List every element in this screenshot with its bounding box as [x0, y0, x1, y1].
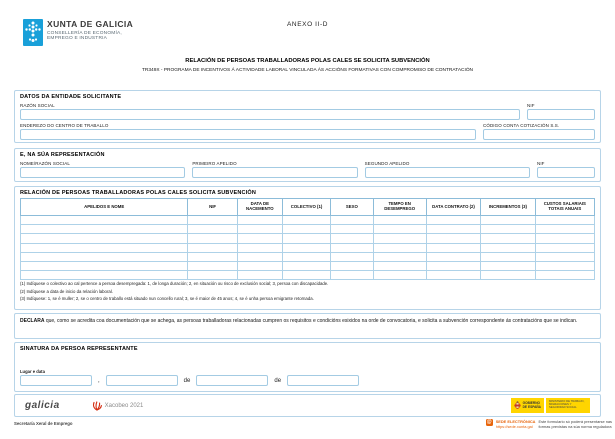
- table-cell[interactable]: [237, 261, 282, 270]
- day-input[interactable]: [106, 375, 178, 386]
- table-cell[interactable]: [237, 225, 282, 234]
- enderezo-label: ENDEREZO DO CENTRO DE TRABALLO: [20, 123, 109, 128]
- table-cell[interactable]: [21, 271, 188, 280]
- table-cell[interactable]: [282, 271, 330, 280]
- table-cell[interactable]: [373, 261, 426, 270]
- table-cell[interactable]: [282, 243, 330, 252]
- table-cell[interactable]: [426, 243, 480, 252]
- codigo-conta-label: CÓDIGO CONTA COTIZACIÓN S.S.: [483, 123, 560, 128]
- column-header: CUSTOS SALARIAIS TOTAIS ANUAIS: [535, 199, 594, 216]
- table-cell[interactable]: [21, 261, 188, 270]
- segundo-apelido-input[interactable]: [365, 167, 530, 178]
- table-cell[interactable]: [188, 271, 237, 280]
- repr-nome-label: NOME/RAZÓN SOCIAL: [20, 161, 70, 166]
- table-cell[interactable]: [426, 271, 480, 280]
- column-header: SEXO: [331, 199, 373, 216]
- section-declaration: [14, 313, 601, 339]
- section-representation-title: E, NA SÚA REPRESENTACIÓN: [20, 152, 105, 158]
- de-label-1: de: [183, 378, 191, 384]
- declaration-lead: DECLARA: [20, 318, 45, 324]
- sede-notice-line2: formas previstas na súa norma reguladora: [538, 424, 612, 429]
- section-entity-title: DATOS DA ENTIDADE SOLICITANTE: [20, 94, 122, 100]
- table-cell[interactable]: [21, 252, 188, 261]
- column-header: INCREMENTOS (3): [481, 199, 535, 216]
- table-cell[interactable]: [21, 225, 188, 234]
- secretaria-label: Secretaría Xeral de Emprego: [14, 421, 73, 426]
- workers-table: [20, 198, 595, 280]
- section-workers-title: RELACIÓN DE PERSOAS TRABALLADORAS POLAS CALES SOLICITA SUBVENCIÓN: [20, 190, 257, 196]
- declaration-text: que, como se acredita coa documentación que se achega, as persoas traballadoras relacionadas cumpren os requisitos e condicións esixidos na orde de convocatoria, e solicita a subvención correspondente ás contratacións que se indican.: [45, 318, 578, 324]
- ministry-label: MINISTERIO DE TRABAJO, MIGRACIONES Y SEGURIDAD SOCIAL: [546, 398, 590, 413]
- table-cell[interactable]: [481, 225, 535, 234]
- footnote-2: (2) Indíquese a data de inicio da relación laboral.: [20, 288, 113, 294]
- primeiro-apelido-input[interactable]: [192, 167, 357, 178]
- year-input[interactable]: [287, 375, 359, 386]
- footnote-3: (3) Indíquese: 1, se é muller; 2, se o centro de traballo está situado nun concello rural; 3, se é maior de 45 anos; 4, se é unha persoa emigrante retornada.: [20, 296, 314, 302]
- sede-electronica-icon: @: [486, 419, 492, 425]
- table-cell[interactable]: [21, 234, 188, 243]
- column-header: NIF: [188, 199, 237, 216]
- table-cell[interactable]: [188, 225, 237, 234]
- gobierno-line1: GOBIERNO: [522, 400, 540, 405]
- month-input[interactable]: [196, 375, 268, 386]
- table-cell[interactable]: [331, 271, 373, 280]
- table-cell[interactable]: [481, 216, 535, 225]
- repr-nome-input[interactable]: [20, 167, 185, 178]
- place-input[interactable]: [20, 375, 92, 386]
- table-row: [21, 271, 595, 280]
- table-cell[interactable]: [282, 216, 330, 225]
- footer-logo-bar: [14, 394, 601, 417]
- table-cell[interactable]: [426, 225, 480, 234]
- table-cell[interactable]: [331, 261, 373, 270]
- table-cell[interactable]: [426, 252, 480, 261]
- table-cell[interactable]: [481, 271, 535, 280]
- table-cell[interactable]: [282, 225, 330, 234]
- razon-social-input[interactable]: [20, 109, 520, 120]
- column-header: APELIDOS E NOME: [21, 199, 188, 216]
- table-cell[interactable]: [426, 216, 480, 225]
- table-cell[interactable]: [282, 261, 330, 270]
- table-cell[interactable]: [535, 261, 594, 270]
- xacobeo-shell-icon: [92, 401, 102, 411]
- table-cell[interactable]: [237, 243, 282, 252]
- table-cell[interactable]: [535, 234, 594, 243]
- spain-coat-of-arms-icon: [514, 401, 521, 410]
- enderezo-input[interactable]: [20, 129, 476, 140]
- sede-notice: [486, 419, 612, 429]
- repr-nif-input[interactable]: [537, 167, 595, 178]
- section-entity-data: [14, 90, 601, 143]
- entity-nif-input[interactable]: [527, 109, 595, 120]
- table-row: [21, 234, 595, 243]
- table-cell[interactable]: [535, 243, 594, 252]
- column-header: COLECTIVO (1): [282, 199, 330, 216]
- table-cell[interactable]: [21, 216, 188, 225]
- comma-separator: ,: [98, 378, 100, 384]
- primeiro-apelido-label: PRIMEIRO APELIDO: [192, 161, 237, 166]
- section-representation: [14, 148, 601, 182]
- table-cell[interactable]: [535, 216, 594, 225]
- segundo-apelido-label: SEGUNDO APELIDO: [364, 161, 410, 166]
- table-cell[interactable]: [373, 271, 426, 280]
- table-cell[interactable]: [481, 261, 535, 270]
- table-cell[interactable]: [21, 243, 188, 252]
- workers-table-body: [21, 216, 595, 280]
- table-cell[interactable]: [188, 234, 237, 243]
- sede-label: SEDE ELECTRÓNICA: [495, 419, 536, 424]
- table-cell[interactable]: [188, 261, 237, 270]
- form-subtitle: TR349X - PROGRAMA DE INCENTIVOS Á ACTIVIDADE LABORAL VINCULADA ÁS ACCIÓNS FORMATIVAS CON COMPROMISO DE CONTRATACIÓN: [141, 68, 474, 73]
- table-cell[interactable]: [481, 234, 535, 243]
- table-cell[interactable]: [237, 271, 282, 280]
- table-cell[interactable]: [331, 252, 373, 261]
- section-workers: [14, 186, 601, 310]
- table-cell[interactable]: [535, 225, 594, 234]
- table-cell[interactable]: [535, 252, 594, 261]
- annex-label: ANEXO II-D: [286, 21, 329, 28]
- gobierno-line2: DE ESPAÑA: [522, 404, 541, 409]
- section-signature-title: SINATURA DA PERSOA REPRESENTANTE: [20, 346, 138, 352]
- table-cell[interactable]: [331, 234, 373, 243]
- dept-line1: CONSELLERÍA DE ECONOMÍA,: [47, 30, 122, 36]
- table-cell[interactable]: [188, 243, 237, 252]
- table-cell[interactable]: [237, 252, 282, 261]
- table-cell[interactable]: [426, 261, 480, 270]
- codigo-conta-input[interactable]: [483, 129, 595, 140]
- column-header: TEMPO EN DESEMPREGO: [373, 199, 426, 216]
- column-header: DATA DE NACEMENTO: [237, 199, 282, 216]
- razon-social-label: RAZÓN SOCIAL: [20, 103, 55, 108]
- org-name: XUNTA DE GALICIA: [47, 19, 134, 29]
- dept-line2: EMPREGO E INDUSTRIA: [47, 36, 108, 42]
- table-cell[interactable]: [331, 225, 373, 234]
- table-row: [21, 225, 595, 234]
- table-cell[interactable]: [373, 234, 426, 243]
- nif-label: NIF: [527, 103, 535, 108]
- gobierno-espana-logo: [511, 398, 590, 413]
- table-cell[interactable]: [535, 271, 594, 280]
- table-cell[interactable]: [426, 234, 480, 243]
- table-row: [21, 261, 595, 270]
- table-cell[interactable]: [331, 243, 373, 252]
- table-cell[interactable]: [282, 234, 330, 243]
- de-label-2: de: [274, 378, 282, 384]
- table-cell[interactable]: [373, 225, 426, 234]
- footnote-1: (1) Indíquese o colectivo ao cal pertence a persoa desempregada: 1, de longa duración; 2, en situación ou risco de exclusión social; 3, persoa con discapacidade.: [20, 281, 329, 287]
- sede-notice-line1: Este formulario só poderá presentarse nas: [538, 419, 612, 424]
- table-cell[interactable]: [282, 252, 330, 261]
- table-cell[interactable]: [188, 252, 237, 261]
- galicia-logo: galicia: [25, 400, 60, 411]
- place-date-label: Lugar e data: [20, 369, 45, 374]
- table-cell[interactable]: [373, 252, 426, 261]
- table-header-row: [21, 199, 595, 216]
- xacobeo-label: Xacobeo 2021: [104, 402, 144, 409]
- table-cell[interactable]: [331, 216, 373, 225]
- section-signature: [14, 342, 601, 392]
- table-row: [21, 252, 595, 261]
- sede-url[interactable]: https://sede.xunta.gal: [495, 424, 533, 429]
- table-cell[interactable]: [237, 216, 282, 225]
- table-cell[interactable]: [237, 234, 282, 243]
- repr-nif-label: NIF: [536, 161, 545, 166]
- table-cell[interactable]: [481, 243, 535, 252]
- form-title: RELACIÓN DE PERSOAS TRABALLADORAS POLAS CALES SE SOLICITA SUBVENCIÓN: [185, 58, 430, 64]
- table-cell[interactable]: [188, 216, 237, 225]
- table-row: [21, 216, 595, 225]
- table-row: [21, 243, 595, 252]
- table-cell[interactable]: [373, 243, 426, 252]
- table-cell[interactable]: [481, 252, 535, 261]
- column-header: DATA CONTRATO (2): [426, 199, 480, 216]
- table-cell[interactable]: [373, 216, 426, 225]
